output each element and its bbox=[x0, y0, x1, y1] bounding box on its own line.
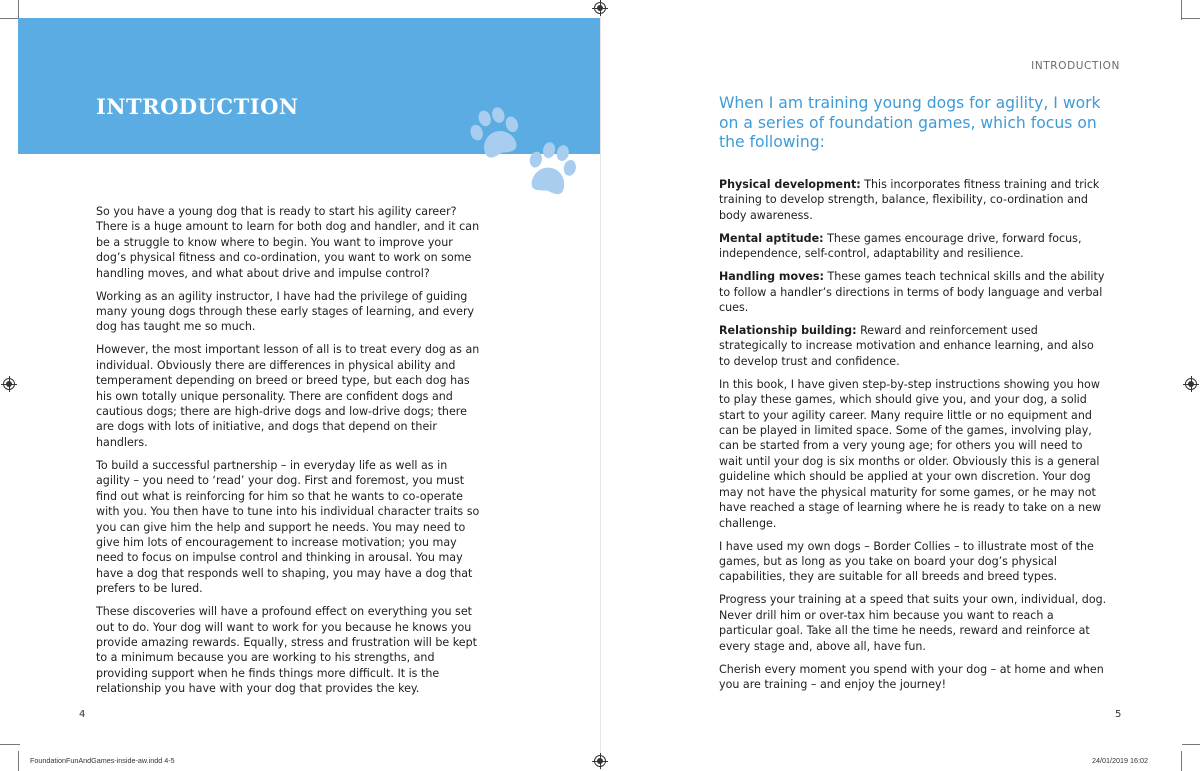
paragraph: I have used my own dogs – Border Collies – to illustrate most of the games, but as long as you take on board your dog’s physical capabilities, they are suitable for all breeds and breed types. bbox=[719, 539, 1094, 584]
paragraph: Working as an agility instructor, I have had the privilege of guiding many young dogs through these early stages of learning, and every dog has taught me so much. bbox=[96, 289, 475, 334]
running-head: INTRODUCTION bbox=[1031, 60, 1120, 72]
paragraph: To build a successful partnership – in everyday life as well as in agility – you need to ‘read’ your dog. First and foremost, you must find out what is reinforcing for him so that he wants to co-operate with you. You then have to tune into his individual character traits so you can give him the help and support he needs. You may need to give him lots of encouragement to increase motivation; you may need to focus on impulse control and thinking in arousal. You may have a dog that responds well to shaping, you may have a dog that prefers to be lured. bbox=[96, 458, 480, 596]
paragraph: However, the most important lesson of all is to treat every dog as an individual. Obviously there are differences in physical ability and temperament depending on breed or breed type, but each dog has his own totally unique personality. There are confident dogs and cautious dogs; there are high-drive dogs and low-drive dogs; there are dogs with lots of initiative, and dogs that depend on their handlers. bbox=[96, 343, 480, 449]
focus-area-term: Mental aptitude: bbox=[719, 231, 824, 245]
focus-area-term: Relationship building: bbox=[719, 324, 857, 338]
slug-file-name: FoundationFunAndGames-inside-aw.indd 4-5 bbox=[30, 756, 175, 765]
focus-area-item bbox=[719, 177, 1107, 223]
focus-area-text: These games encourage drive, forward focus, independence, self-control, adaptability and resilience. bbox=[719, 231, 1082, 261]
paragraph: Progress your training at a speed that suits your own, individual, dog. Never drill him or over-tax him because you want to reach a particular goal. Take all the time he needs, reward and reinforce at every stage and, above all, have fun. bbox=[719, 593, 1107, 653]
registration-mark-icon bbox=[594, 2, 606, 14]
registration-mark-icon bbox=[1185, 378, 1197, 390]
page-number: 5 bbox=[1115, 709, 1122, 720]
spread-gutter bbox=[600, 0, 601, 771]
crop-mark bbox=[0, 744, 20, 745]
focus-area-term: Physical development: bbox=[719, 178, 861, 191]
focus-area-item bbox=[719, 231, 1107, 262]
right-body-text bbox=[719, 177, 1107, 700]
paragraph: These discoveries will have a profound effect on everything you set out to do. Your dog will want to work for you because he knows you provide amazing rewards. Equally, stress and frustration will be kept to a minimum because you are working to his strengths, and providing support when he finds things more difficult. It is the relationship you have with your dog that provides the key. bbox=[96, 605, 478, 696]
focus-area-item bbox=[719, 323, 1107, 369]
crop-mark bbox=[1181, 751, 1182, 771]
paw-print-icon bbox=[521, 137, 582, 202]
crop-mark bbox=[1181, 0, 1182, 20]
paragraph: Cherish every moment you spend with your dog – at home and when you are training – and enjoy the journey! bbox=[719, 662, 1104, 691]
focus-area-text: Reward and reinforcement used strategically to increase motivation and enhance learning, and also to develop trust and confidence. bbox=[719, 324, 1094, 368]
paragraph: So you have a young dog that is ready to start his agility career? There is a huge amount to learn for both dog and handler, and it can be a struggle to know where to begin. You want to improve your dog’s physical fitness and co-ordination, you want to work on some handling moves, and what about drive and impulse control? bbox=[96, 205, 480, 280]
page-number: 4 bbox=[79, 709, 86, 720]
paragraph: In this book, I have given step-by-step instructions showing you how to play these games, which should give you, and your dog, a solid start to your agility career. Many require little or no equipment and can be played in limited space. Some of the games, involving play, can be started from a very young age; for others you will need to wait until your dog is six months or older. Obviously this is a general guideline which should be applied at your own discretion. Your dog may not have the physical maturity for some games, or he may not have reached a stage of learning where he is ready to take on a new challenge. bbox=[719, 377, 1102, 530]
focus-area-item bbox=[719, 269, 1107, 315]
focus-area-text: This incorporates fitness training and trick training to develop strength, balance, flexibility, co-ordination and body awareness. bbox=[719, 178, 1100, 222]
registration-mark-icon bbox=[594, 755, 606, 767]
focus-area-text: These games teach technical skills and the ability to follow a handler’s directions in terms of body language and verbal cues. bbox=[719, 270, 1105, 315]
crop-mark bbox=[18, 751, 19, 771]
chapter-title: INTRODUCTION bbox=[96, 94, 299, 119]
crop-mark bbox=[18, 0, 19, 20]
lead-heading: When I am training young dogs for agility, I work on a series of foundation games, which focus on the following: bbox=[719, 94, 1101, 152]
registration-mark-icon bbox=[3, 378, 15, 390]
crop-mark bbox=[1182, 744, 1200, 745]
crop-mark bbox=[1182, 18, 1200, 19]
slug-date-time: 24/01/2019 16:02 bbox=[1092, 756, 1148, 765]
crop-mark bbox=[0, 18, 20, 19]
focus-area-term: Handling moves: bbox=[719, 270, 824, 284]
left-body-text bbox=[96, 204, 481, 704]
